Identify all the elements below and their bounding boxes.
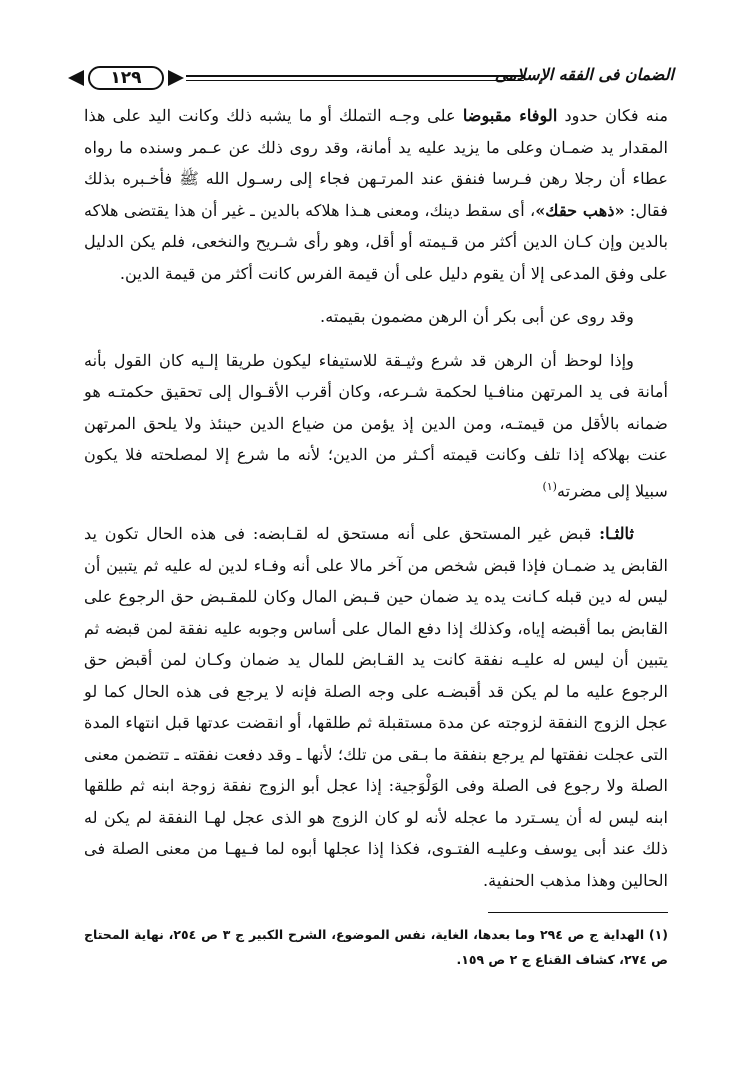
hadith-quote: «ذهب حقك» xyxy=(535,200,625,220)
paragraph-2 xyxy=(84,301,668,333)
page-number: ١٢٩ xyxy=(110,68,142,88)
paragraph-text: منه فكان حدود xyxy=(557,106,668,125)
bold-phrase: الوفاء مقبوضا xyxy=(462,106,558,125)
footnote-reference[interactable]: (١) xyxy=(542,479,557,493)
paragraph-text: على وجـه التملك أو ما يشبه ذلك وكانت اليد على هذا المقدار يد ضمـان وعلى ما يزيد عليه يد أمانة، وقد روى ذلك عن عـمر وسنده ما رواه عطاء أن رجلا رهن فـرسا فنفق عند المرتـهن فجاء إلى رسـول الله ﷺ فأخـبره بذلك فقال: xyxy=(84,106,668,220)
footnote xyxy=(84,922,668,972)
page-number-box xyxy=(88,66,164,90)
section-lead: ثالثـا: xyxy=(599,524,634,544)
footnote-separator xyxy=(488,912,668,913)
running-title: الضمان فى الفقه الإسلامى xyxy=(494,65,674,84)
footnote-number: (١) xyxy=(648,927,668,942)
header-rule-thin xyxy=(186,80,524,81)
paragraph-text: قبض غير المستحق على أنه مستحق له لقـابضه: فى هذه الحال تكون يد القابض يد ضمـان فإذا قبض شخص من آخر مالا على أنه وفـاء لدين له عليه ثم يتبين أن ليس له دين قبله كـانت يده يد ضمان حين قـبض المال وكان للمقـبض حق الرجوع على القابض بما أقبضه إياه، وكذلك إذا دفع المال على أساس وجوبه عليه نفقة لمن قبضه ثم يتبين أن ليس له عليـه نفقة كانت يد القـابض للمال يد ضمان وكـان لمن أقبض حق الرجوع عليه ما لم يكن قد أقبضـه على وجه الصلة فإنه لا يرجع فى هذه الحال كما لو عجل الزوج النفقة لزوجته عن مدة مستقبلة ثم طلقها، أو انقضت عدتها قبل انتهاء المدة التى عجلت نفقتها لم يرجع بنفقة ما بـقى من تلك؛ لأنها ـ وقد دفعت نفقته ـ تتضمن معنى الصلة ولا رجوع فى الصلة وفى الوَلْوَجية: إذا عجل أبو الزوج نفقة زوجة ابنه ثم طلقها ابنه ليس له أن يسـترد ما عجله لأنه لو كان الزوج هو الذى عجل لهـا النفقة لم يكن له ذلك عند أبى يوسف وعليـه الفتـوى، فكذا إذا عجلها أبوه لما فـيهـا من معنى الصلة فى الحالين وهذا مذهب الحنفية. xyxy=(84,524,668,890)
footnote-text: الهداية ج ص ٢٩٤ وما بعدها، الغاية، نفس الموضوع، الشرح الكبير ج ٣ ص ٢٥٤، نهاية المحتاج ص ٢٧٤، كشاف القناع ج ٢ ص ١٥٩. xyxy=(84,927,668,967)
header-rule xyxy=(186,75,524,77)
paragraph-1 xyxy=(84,100,668,289)
header-arrow-right-ornament xyxy=(168,70,184,86)
main-text xyxy=(84,100,668,896)
paragraph-text: وإذا لوحظ أن الرهن قد شرع وثيـقة للاستيفاء ليكون طريقا إلـيه كان القول بأنه أمانة فى يد المرتهن منافـيا لحكمة شـرعه، وكان أقرب الأقـوال إلى تحقيق حكمتـه هو ضمانه بالأقل من قيمتـه، ومن الدين إذ يؤمن من ضياع الدين حينئذ ولا يلحق المرتهن عنت بهلاكه إذا تلف وكانت قيمته أكـثر من الدين؛ لأنه ما شرع إلا لمصلحته فلا يكون سبيلا إلى مضرته xyxy=(84,350,668,500)
paragraph-4 xyxy=(84,518,668,896)
paragraph-3 xyxy=(84,345,668,507)
header-arrow-left-ornament xyxy=(68,70,84,86)
paragraph-text: وقد روى عن أبى بكر أن الرهن مضمون بقيمته. xyxy=(320,307,634,326)
paragraph-text: ، أى سقط دينك، ومعنى هـذا هلاكه بالدين ـ غير أن هذا يقتضى هلاكه بالدين وإن كـان الدين أكثر من قـيمته أو أقل، وهو رأى شـريح والنخعى، فلم يكن الدليل على وفق المدعى إلا أن يقوم دليل على أن قيمة الفرس كانت أكثر من قيمة الدين. xyxy=(84,200,668,283)
page-header xyxy=(58,64,674,92)
